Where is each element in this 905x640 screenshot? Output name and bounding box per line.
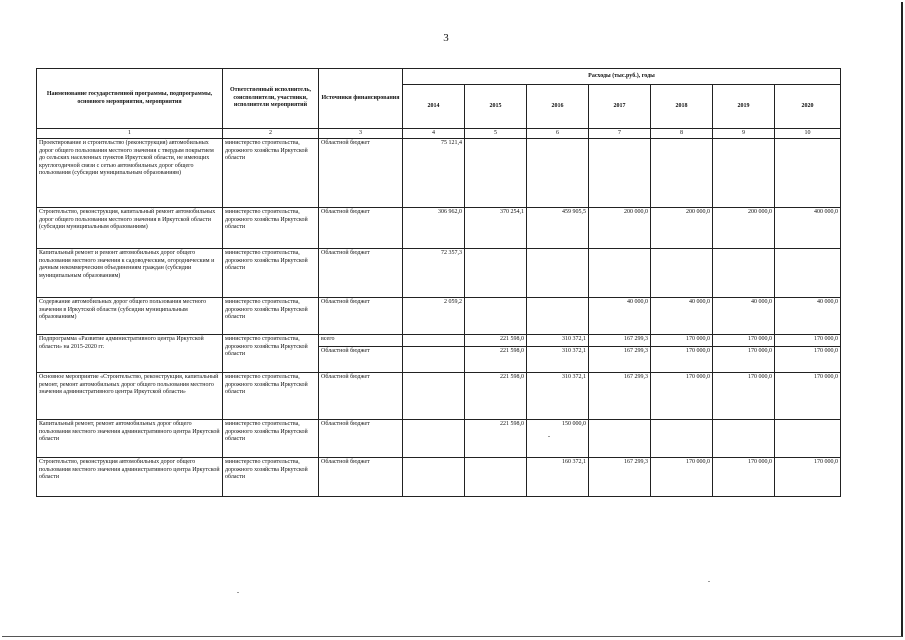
table-row	[37, 208, 841, 249]
row-name: Подпрограмма «Развитие административного центра Иркутской области» на 2015-2020 гг.	[37, 335, 223, 373]
table-row	[37, 249, 841, 298]
value-cell	[589, 420, 651, 458]
column-index-row	[37, 129, 841, 139]
row-name: Капитальный ремонт, ремонт автомобильных дорог общего пользования местного значения административного центра Иркутской области	[37, 420, 223, 458]
header-source: Источники финансирования	[319, 69, 403, 129]
value-cell	[713, 420, 775, 458]
value-cell: 310 372,1	[527, 347, 589, 373]
row-executor: министерство строительства, дорожного хозяйства Иркутской области	[223, 298, 319, 335]
row-source: Областной бюджет	[319, 249, 403, 298]
value-cell	[527, 139, 589, 208]
value-cell: 170 000,0	[775, 458, 841, 497]
value-cell: 370 254,1	[465, 208, 527, 249]
value-cell: 170 000,0	[713, 373, 775, 420]
value-cell: 40 000,0	[651, 298, 713, 335]
row-name: Строительство, реконструкция автомобильных дорог общего пользования местного значения административного центра Иркутской области	[37, 458, 223, 497]
value-cell	[589, 249, 651, 298]
value-cell	[527, 298, 589, 335]
row-name: Содержание автомобильных дорог общего пользования местного значения в Иркутской области (субсидии муниципальным образованиям)	[37, 298, 223, 335]
scan-speck	[708, 581, 710, 582]
value-cell	[403, 420, 465, 458]
value-cell	[465, 249, 527, 298]
value-cell: 200 000,0	[651, 208, 713, 249]
column-index: 1	[37, 129, 223, 139]
header-year: 2017	[589, 85, 651, 129]
header-year: 2014	[403, 85, 465, 129]
value-cell: 200 000,0	[589, 208, 651, 249]
value-cell: 306 962,0	[403, 208, 465, 249]
row-executor: министерство строительства, дорожного хозяйства Иркутской области	[223, 458, 319, 497]
value-cell: 170 000,0	[651, 347, 713, 373]
column-index: 8	[651, 129, 713, 139]
row-source: Областной бюджет	[319, 208, 403, 249]
column-index: 5	[465, 129, 527, 139]
row-source: Областной бюджет	[319, 139, 403, 208]
row-source: Областной бюджет	[319, 373, 403, 420]
value-cell	[527, 249, 589, 298]
column-index: 9	[713, 129, 775, 139]
value-cell	[403, 373, 465, 420]
row-executor: министерство строительства, дорожного хозяйства Иркутской области	[223, 373, 319, 420]
value-cell	[465, 298, 527, 335]
value-cell: 150 000,0	[527, 420, 589, 458]
value-cell	[651, 249, 713, 298]
value-cell: 221 598,0	[465, 347, 527, 373]
column-index: 4	[403, 129, 465, 139]
scan-speck	[237, 592, 239, 593]
value-cell	[775, 249, 841, 298]
value-cell: 310 372,1	[527, 335, 589, 347]
value-cell	[775, 420, 841, 458]
row-executor: министерство строительства, дорожного хозяйства Иркутской области	[223, 420, 319, 458]
scan-speck	[548, 436, 550, 437]
page-number: 3	[443, 32, 449, 44]
header-name: Наименование государственной программы, подпрограммы, основного мероприятия, мероприятия	[37, 69, 223, 129]
row-source: всего	[319, 335, 403, 347]
value-cell	[403, 335, 465, 347]
row-name: Капитальный ремонт и ремонт автомобильных дорог общего пользования местного значения к садоводческим, огородническим и дачным некоммерческим объединениям граждан (субсидии муниципальным образованиям)	[37, 249, 223, 298]
row-source: Областной бюджет	[319, 347, 403, 373]
value-cell	[651, 420, 713, 458]
value-cell: 170 000,0	[651, 373, 713, 420]
value-cell: 200 000,0	[713, 208, 775, 249]
value-cell	[713, 249, 775, 298]
value-cell: 400 000,0	[775, 208, 841, 249]
value-cell: 72 357,3	[403, 249, 465, 298]
row-source: Областной бюджет	[319, 458, 403, 497]
value-cell: 170 000,0	[713, 335, 775, 347]
table-row	[37, 139, 841, 208]
value-cell: 221 598,0	[465, 420, 527, 458]
value-cell: 170 000,0	[651, 458, 713, 497]
value-cell: 167 299,3	[589, 335, 651, 347]
row-executor: министерство строительства, дорожного хозяйства Иркутской области	[223, 249, 319, 298]
value-cell: 170 000,0	[775, 335, 841, 347]
row-name: Основное мероприятие «Строительство, реконструкция, капитальный ремонт, ремонт автомобильных дорог общего пользования местного значения административного центра Иркутской области»	[37, 373, 223, 420]
column-index: 3	[319, 129, 403, 139]
header-year: 2019	[713, 85, 775, 129]
value-cell: 40 000,0	[713, 298, 775, 335]
budget-table	[36, 68, 841, 497]
row-executor: министерство строительства, дорожного хозяйства Иркутской области	[223, 208, 319, 249]
value-cell	[465, 458, 527, 497]
table-row	[37, 420, 841, 458]
value-cell: 170 000,0	[713, 458, 775, 497]
value-cell: 310 372,1	[527, 373, 589, 420]
value-cell	[589, 139, 651, 208]
header-executor: Ответственный исполнитель, соисполнители, участники, исполнители мероприятий	[223, 69, 319, 129]
value-cell: 167 299,3	[589, 347, 651, 373]
column-index: 10	[775, 129, 841, 139]
header-expenses: Расходы (тыс.руб.), годы	[403, 69, 841, 85]
header-year: 2015	[465, 85, 527, 129]
value-cell: 75 121,4	[403, 139, 465, 208]
column-index: 7	[589, 129, 651, 139]
row-name: Проектирование и строительство (реконструкция) автомобильных дорог общего пользования местного значения с твердым покрытием до сельских населенных пунктов Иркутской области, не имеющих круглогодичной связи с сетью автомобильных дорог общего пользования (субсидии муниципальным образованиям)	[37, 139, 223, 208]
value-cell: 170 000,0	[713, 347, 775, 373]
value-cell: 160 372,1	[527, 458, 589, 497]
value-cell	[775, 139, 841, 208]
column-index: 2	[223, 129, 319, 139]
table-row	[37, 335, 841, 347]
value-cell	[651, 139, 713, 208]
header-year: 2016	[527, 85, 589, 129]
value-cell: 170 000,0	[651, 335, 713, 347]
value-cell: 40 000,0	[775, 298, 841, 335]
value-cell	[403, 347, 465, 373]
table-row	[37, 458, 841, 497]
value-cell	[465, 139, 527, 208]
row-source: Областной бюджет	[319, 420, 403, 458]
value-cell: 221 598,0	[465, 335, 527, 347]
value-cell: 459 905,5	[527, 208, 589, 249]
table-row	[37, 298, 841, 335]
column-index: 6	[527, 129, 589, 139]
header-year: 2020	[775, 85, 841, 129]
row-name: Строительство, реконструкция, капитальный ремонт автомобильных дорог общего пользования местного значения в Иркутской области (субсидии муниципальным образованиям)	[37, 208, 223, 249]
value-cell: 221 598,0	[465, 373, 527, 420]
value-cell: 40 000,0	[589, 298, 651, 335]
table-row	[37, 373, 841, 420]
row-executor: министерство строительства, дорожного хозяйства Иркутской области	[223, 139, 319, 208]
header-year: 2018	[651, 85, 713, 129]
value-cell: 170 000,0	[775, 373, 841, 420]
value-cell	[403, 458, 465, 497]
value-cell: 167 299,3	[589, 458, 651, 497]
value-cell: 170 000,0	[775, 347, 841, 373]
value-cell: 167 299,3	[589, 373, 651, 420]
row-source: Областной бюджет	[319, 298, 403, 335]
value-cell	[713, 139, 775, 208]
value-cell: 2 059,2	[403, 298, 465, 335]
row-executor: министерство строительства, дорожного хозяйства Иркутской области	[223, 335, 319, 373]
